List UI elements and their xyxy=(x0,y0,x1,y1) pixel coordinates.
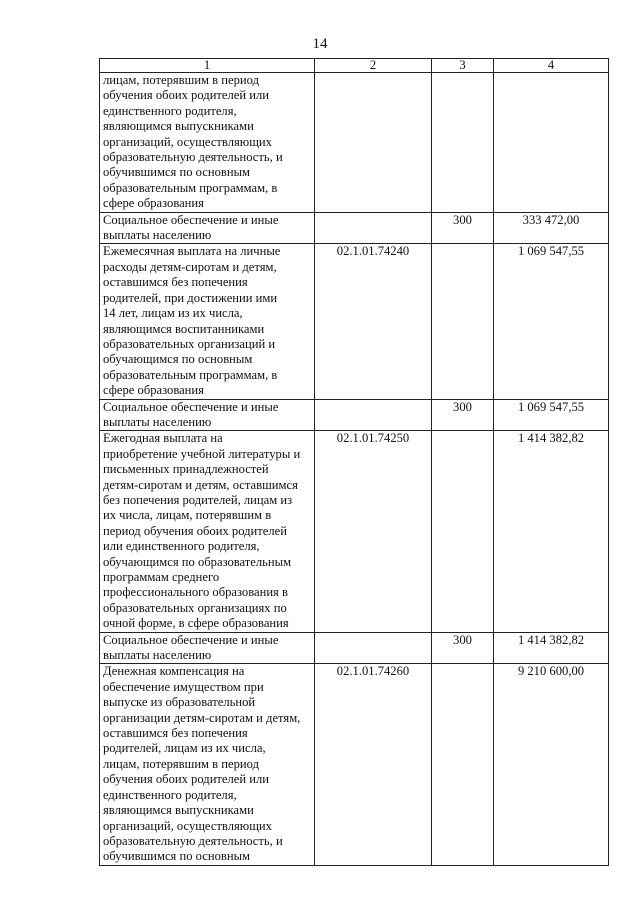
row-amount: 1 414 382,82 xyxy=(494,632,609,664)
row-target-code xyxy=(315,632,432,664)
description-line: их числа, лицам, потерявшим в xyxy=(103,508,272,523)
description-line: расходы детям-сиротам и детям, xyxy=(103,259,277,274)
budget-table xyxy=(99,58,609,866)
description-line: очной форме, в сфере образования xyxy=(103,616,289,631)
description-line: образовательную деятельность, и xyxy=(103,833,283,848)
description-line: родителей, лицам из их числа, xyxy=(103,741,266,756)
table-body xyxy=(100,73,609,866)
description-line: единственного родителя, xyxy=(103,787,237,802)
row-description xyxy=(100,244,315,399)
description-line: профессионального образования в xyxy=(103,585,288,600)
description-line: Ежемесячная выплата на личные xyxy=(103,244,281,259)
description-line: организации детям-сиротам и детям, xyxy=(103,710,301,725)
row-target-code xyxy=(315,212,432,244)
column-header-4: 4 xyxy=(494,59,609,73)
description-line: период обучения обоих родителей xyxy=(103,523,287,538)
description-line: образовательным программам, в xyxy=(103,180,278,195)
description-line: Социальное обеспечение и иные xyxy=(103,632,279,647)
description-line: лицам, потерявшим в период xyxy=(103,756,259,771)
description-line: обучающимся по образовательным xyxy=(103,554,292,569)
description-line: являющимся выпускниками xyxy=(103,119,254,134)
description-line: организаций, осуществляющих xyxy=(103,134,272,149)
row-expense-type: 300 xyxy=(432,632,494,664)
description-line: организаций, осуществляющих xyxy=(103,818,272,833)
description-line: программам среднего xyxy=(103,570,220,584)
row-expense-type: 300 xyxy=(432,399,494,431)
table-header-row xyxy=(100,59,609,73)
description-line: приобретение учебной литературы и xyxy=(103,446,301,461)
row-expense-type: 300 xyxy=(432,212,494,244)
row-target-code: 02.1.01.74260 xyxy=(315,664,432,865)
table-row xyxy=(100,399,609,431)
row-amount: 333 472,00 xyxy=(494,212,609,244)
table-row xyxy=(100,632,609,664)
row-description xyxy=(100,399,315,431)
description-line: оставшимся без попечения xyxy=(103,275,248,290)
description-line: лицам, потерявшим в период xyxy=(103,73,259,87)
row-target-code: 02.1.01.74240 xyxy=(315,244,432,399)
column-header-1: 1 xyxy=(100,59,315,73)
description-line: выплаты населению xyxy=(103,228,212,243)
description-line: единственного родителя, xyxy=(103,103,237,118)
description-line: письменных принадлежностей xyxy=(103,462,269,477)
description-line: выпуске из образовательной xyxy=(103,695,256,710)
row-expense-type xyxy=(432,664,494,865)
description-line: Социальное обеспечение и иные xyxy=(103,399,279,414)
row-amount xyxy=(494,73,609,213)
description-line: выплаты населению xyxy=(103,414,212,429)
table-row xyxy=(100,244,609,399)
row-amount: 1 069 547,55 xyxy=(494,399,609,431)
description-line: детям-сиротам и детям, оставшимся xyxy=(103,477,298,492)
description-line: образовательных организациях по xyxy=(103,600,287,615)
description-line: обучения обоих родителей или xyxy=(103,88,270,103)
description-line: являющимся выпускниками xyxy=(103,803,254,818)
description-line: выплаты населению xyxy=(103,648,212,663)
row-expense-type xyxy=(432,244,494,399)
description-line: сфере образования xyxy=(103,196,204,211)
row-description xyxy=(100,664,315,865)
description-line: без попечения родителей, лицам из xyxy=(103,492,293,507)
row-target-code xyxy=(315,399,432,431)
row-target-code xyxy=(315,73,432,213)
description-line: 14 лет, лицам из их числа, xyxy=(103,306,243,321)
row-description xyxy=(100,73,315,213)
description-line: Ежегодная выплата на xyxy=(103,431,223,446)
description-line: Денежная компенсация на xyxy=(103,664,245,679)
column-header-3: 3 xyxy=(432,59,494,73)
table-row xyxy=(100,431,609,632)
row-expense-type xyxy=(432,431,494,632)
row-target-code: 02.1.01.74250 xyxy=(315,431,432,632)
row-amount: 1 414 382,82 xyxy=(494,431,609,632)
column-header-2: 2 xyxy=(315,59,432,73)
description-line: обучения обоих родителей или xyxy=(103,772,270,787)
page-number: 14 xyxy=(312,36,328,52)
description-line: обучившимся по основным xyxy=(103,165,251,180)
row-description xyxy=(100,212,315,244)
row-expense-type xyxy=(432,73,494,213)
table-row xyxy=(100,73,609,213)
row-amount: 9 210 600,00 xyxy=(494,664,609,865)
row-description xyxy=(100,632,315,664)
row-amount: 1 069 547,55 xyxy=(494,244,609,399)
description-line: образовательную деятельность, и xyxy=(103,150,283,165)
description-line: оставшимся без попечения xyxy=(103,726,248,741)
description-line: или единственного родителя, xyxy=(103,539,260,554)
description-line: образовательных организаций и xyxy=(103,336,276,351)
description-line: являющимся воспитанниками xyxy=(103,321,265,336)
description-line: сфере образования xyxy=(103,383,204,398)
description-line: обучившимся по основным xyxy=(103,849,251,864)
table-row xyxy=(100,664,609,865)
description-line: родителей, при достижении ими xyxy=(103,290,278,305)
description-line: Социальное обеспечение и иные xyxy=(103,212,279,227)
row-description xyxy=(100,431,315,632)
description-line: образовательным программам, в xyxy=(103,367,278,382)
table-row xyxy=(100,212,609,244)
description-line: обеспечение имуществом при xyxy=(103,679,264,694)
description-line: обучающимся по основным xyxy=(103,352,253,367)
